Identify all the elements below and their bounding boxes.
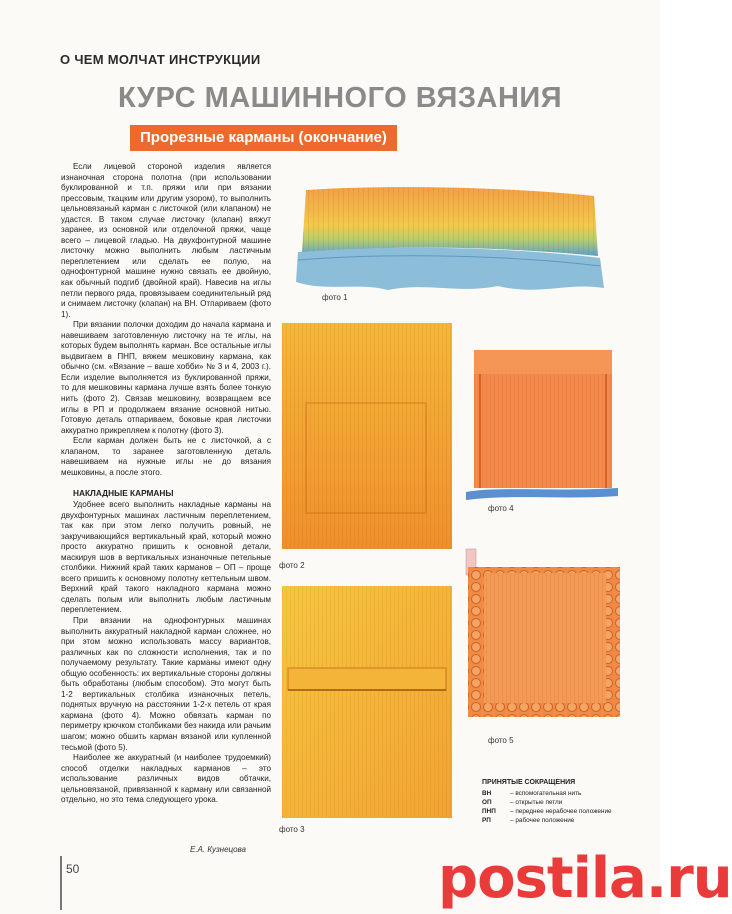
abbreviation-code: ОП	[482, 799, 492, 806]
paragraph-2: При вязании полочки доходим до начала кармана и навешиваем заготовленную листочку на те иглы, на которых будем выполнять карман. Все остальные иглы выдвигаем в ПНП, вяжем мешковину кармана, как обычно (см. «Вязание – ваше хобби» № 3 и 4, 2003 г.). Если изделие выполняется из буклированной пряжи, то для мешковины кармана лучше взять более тонкую нить (фото 2). Связав мешковину, возвращаем все иглы в РП и продолжаем вязание основной нитью. Готовую деталь отпариваем, боковые края листочки аккуратно прикрепляем к полотну (фото 3).	[61, 320, 271, 435]
paragraph-6: Наиболее же аккуратный (и наиболее трудоемкий) способ отделки накладных карманов – это использование различных видов обтачки, цельновязаной, привязанной к карману или связанной отдельно, но это тема следующего урока.	[61, 753, 271, 805]
caption-photo-3: фото 3	[279, 825, 305, 834]
caption-photo-2: фото 2	[279, 561, 305, 570]
photo-4-patch-pocket	[462, 342, 620, 502]
paragraph-1: Если лицевой стороной изделия является изнаночная сторона полотна (при использовании буклированной и т.п. пряжи или при вязании прессовым, ткацким или другим узором), то выполнить цельновязаный карман с листочкой (или клапаном) не удастся. В таком случае листочку (клапан) вяжут заранее, из основной или отделочной пряжи, чаще всего – лицевой гладью. На двухфонтурной машине листочку можно выполнить любым ластичным переплетением или сделать ее полую, на однофонтурной машине нужно связать ее двойную, как обычный подгиб (двойной край). Навесив на иглы петли первого ряда, провязываем соединительный ряд и снимаем листочку (клапан) на ВН. Отпариваем (фото 1).	[61, 162, 271, 319]
abbreviation-text: – вспомогательная нить	[510, 790, 582, 797]
photo-2-knitted-panel	[282, 323, 452, 549]
abbreviation-text: – рабочее положение	[510, 817, 575, 824]
abbreviation-row	[482, 816, 652, 825]
abbreviation-text: – переднее нерабочее положение	[510, 808, 612, 815]
caption-photo-5: фото 5	[488, 736, 514, 745]
abbreviation-row	[482, 807, 652, 816]
abbreviation-row	[482, 798, 652, 807]
abbreviation-row	[482, 789, 652, 798]
photo-5-bordered-pocket	[458, 545, 628, 725]
abbreviation-code: ПНП	[482, 808, 496, 815]
abbreviations-box	[482, 778, 652, 825]
paragraph-3: Если карман должен быть не с листочкой, а с клапаном, то заранее заготовленную деталь навешиваем на нужные иглы не до вязания мешковины, а после этого.	[61, 436, 271, 477]
paragraph-5: При вязании на однофонтурных машинах выполнить аккуратный накладной карман сложнее, но при этом можно использовать массу вариантов, различных как по сложности исполнения, так и по получаемому результату. Такие карманы имеют одну общую особенность: их вертикальные стороны должны быть обработаны (любым способом). Это могут быть 1-2 вертикальных столбика изнаночных петель, поднятых вручную на расстоянии 1-2-х петель от края кармана (фото 4). Можно обвязать карман по периметру крючком столбиками без накида или рачьим шагом; можно обшить карман вязаной или купленной тесьмой (фото 5).	[61, 615, 271, 752]
page-title: КУРС МАШИННОГО ВЯЗАНИЯ	[118, 82, 563, 114]
abbreviation-text: – открытые петли	[510, 799, 563, 806]
abbreviations-title: ПРИНЯТЫЕ СОКРАЩЕНИЯ	[482, 779, 576, 786]
author-signature: Е.А. Кузнецова	[190, 845, 247, 854]
page-number: 50	[66, 862, 80, 876]
section-rubric: О ЧЕМ МОЛЧАТ ИНСТРУКЦИИ	[60, 52, 261, 67]
subtitle-banner: Прорезные карманы (окончание)	[130, 125, 397, 151]
abbreviation-code: РП	[482, 817, 491, 824]
section-heading: НАКЛАДНЫЕ КАРМАНЫ	[73, 488, 174, 499]
abbreviation-code: ВН	[482, 790, 492, 797]
watermark: postila.ru	[438, 846, 732, 911]
caption-photo-1: фото 1	[322, 293, 348, 302]
caption-photo-4: фото 4	[488, 504, 514, 513]
page-number-rule	[60, 856, 62, 910]
photo-3-pocket-slit	[282, 586, 452, 818]
paragraph-4: Удобнее всего выполнить накладные карманы на двухфонтурных машинах ластичным переплетением, так как при этом легко получить ровный, не закручивающийся вертикальный край, который можно просто аккуратно пришить к основной детали, маскируя шов в вертикальных изнаночные петельные столбики. Нижний край таких карманов – ОП – проще всего пришить к основному полотну кеттельным швом. Верхний край такого накладного кармана можно сделать полым или выполнить любым ластичным переплетением.	[61, 499, 271, 615]
photo-1-knitted-strip	[288, 178, 608, 300]
article-body	[61, 162, 271, 806]
